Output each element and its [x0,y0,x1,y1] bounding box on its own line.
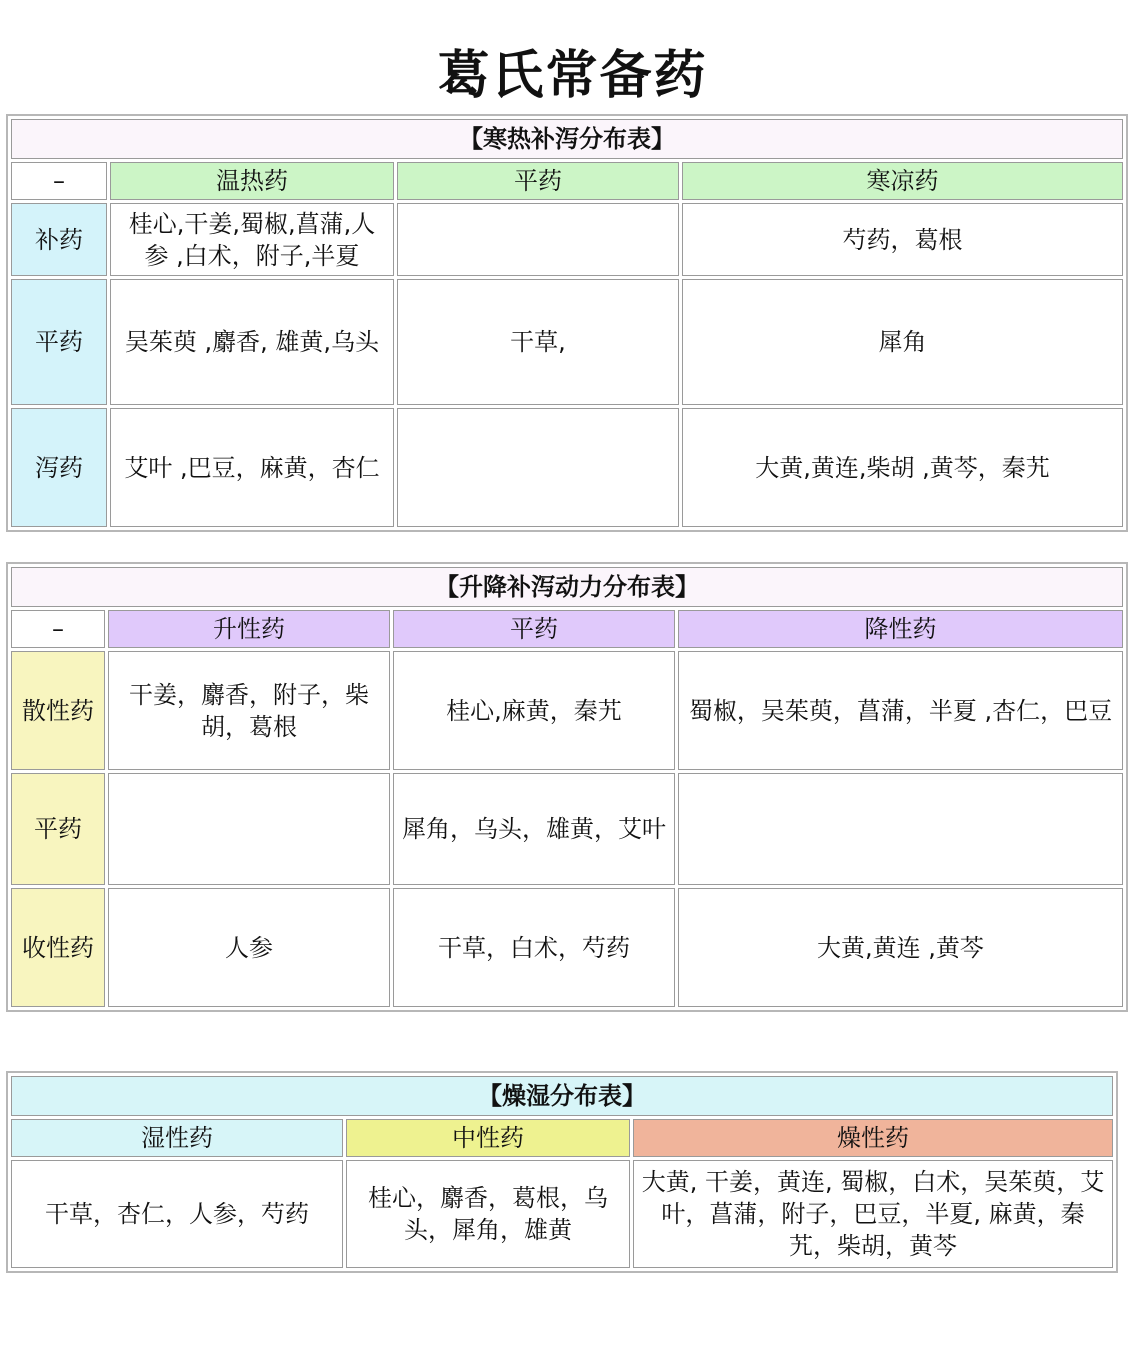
table-cell: 犀角 [682,279,1123,406]
table-cell: 人参 [108,888,390,1007]
table-cell: 犀角，乌头，雄黄，艾叶 [393,773,675,886]
row-header: 平药 [11,773,105,886]
column-header: 平药 [397,162,679,200]
table-cell [397,203,679,275]
table-cell: 大黄,黄连,柴胡 ,黄芩，秦艽 [682,408,1123,527]
table-caption: 【燥湿分布表】 [11,1076,1113,1116]
table-cell [678,773,1123,886]
table-cell: 大黄,黄连 ,黄芩 [678,888,1123,1007]
column-header: 寒凉药 [682,162,1123,200]
table-cell: 干草，杏仁，人参，芍药 [11,1160,343,1268]
corner-dash: – [11,162,107,200]
table-cell: 干草, [397,279,679,406]
table-cell [397,408,679,527]
row-header: 收性药 [11,888,105,1007]
table-cell: 桂心,麻黄，秦艽 [393,651,675,770]
table-cell: 桂心，麝香，葛根，乌头，犀角，雄黄 [346,1160,630,1268]
table-cell: 蜀椒，吴茱萸，菖蒲，半夏 ,杏仁，巴豆 [678,651,1123,770]
column-header: 平药 [393,610,675,648]
table-cell: 芍药，葛根 [682,203,1123,275]
column-header: 升性药 [108,610,390,648]
table-cell: 吴茱萸 ,麝香, 雄黄,乌头 [110,279,394,406]
column-header: 中性药 [346,1119,630,1157]
column-header: 燥性药 [633,1119,1113,1157]
cold-heat-table [6,114,1128,532]
table-cell: 桂心,干姜,蜀椒,菖蒲,人参 ,白术，附子,半夏 [110,203,394,275]
corner-dash: – [11,610,105,648]
rise-fall-table [6,562,1128,1012]
column-header: 降性药 [678,610,1123,648]
dry-damp-table [6,1071,1118,1273]
page-title: 葛氏常备药 [437,46,708,106]
row-header: 泻药 [11,408,107,527]
column-header: 湿性药 [11,1119,343,1157]
table-caption: 【升降补泻动力分布表】 [11,567,1123,607]
table-cell: 艾叶 ,巴豆，麻黄，杏仁 [110,408,394,527]
table-caption: 【寒热补泻分布表】 [11,119,1123,159]
row-header: 补药 [11,203,107,275]
table-cell [108,773,390,886]
table-cell: 大黄, 干姜，黄连, 蜀椒，白术，吴茱萸，艾叶，菖蒲，附子，巴豆，半夏, 麻黄，秦艽，柴胡，黄芩 [633,1160,1113,1268]
row-header: 平药 [11,279,107,406]
column-header: 温热药 [110,162,394,200]
row-header: 散性药 [11,651,105,770]
table-cell: 干姜，麝香，附子，柴胡，葛根 [108,651,390,770]
table-cell: 干草，白术，芍药 [393,888,675,1007]
